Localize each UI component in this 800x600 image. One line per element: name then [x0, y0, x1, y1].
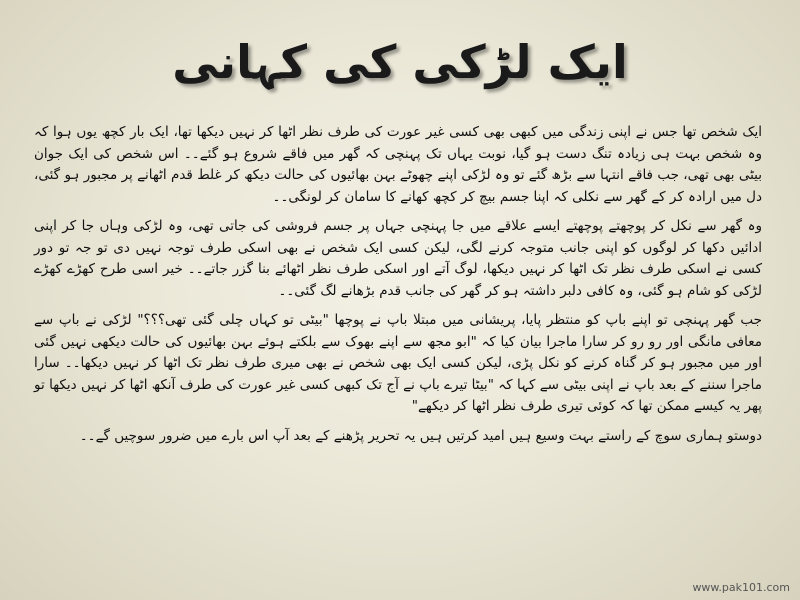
paragraph-2: وہ گھر سے نکل کر پوچھتے پوچھتے ایسے علاقے میں جا پہنچی جہاں پر جسم فروشی کی جاتی تھی، وہ لڑکی وہاں جا کر اپنی ادائیں دکھا کر لوگوں کو اپنی جانب متوجہ کرنے لگی، لیکن کسی ایک شخص نے بھی اسکی طرف توجہ نہیں دی تو جہ تو دور کسی نے اسکی طرف نظر تک اٹھا کر نہیں دیکھا، لوگ آتے اور اسکی طرف نظر اٹھائے بنا گزر جاتے۔۔ خیر اسی طرح کھڑے کھڑے لڑکی کو شام ہو گئی، وہ کافی دلبر داشتہ ہو کر گھر کی جانب قدم بڑھانے لگ گئی۔۔: [34, 218, 762, 299]
paragraph-1: ایک شخص تھا جس نے اپنی زندگی میں کبھی بھی کسی غیر عورت کی طرف نظر اٹھا کر نہیں دیکھا تھا، ایک بار کچھ یوں ہوا کہ وہ شخص بہت ہی زیادہ تنگ دست ہو گیا، نوبت یہاں تک پہنچی کہ گھر میں فاقے شروع ہو گئے۔۔ اس شخص کی ایک جوان بیٹی بھی تھی، جب فاقے انتہا سے بڑھ گئے تو وہ لڑکی اپنے چھوٹے بہن بھائیوں کی حالت دیکھ کر غلط قدم اٹھانے پر مجبور ہو گئی، دل میں ارادہ کر کے گھر سے نکلی کہ اپنا جسم بیچ کر کچھ کھانے کا سامان کر لونگی۔۔: [34, 124, 762, 205]
paragraph-3: جب گھر پہنچی تو اپنے باپ کو منتظر پایا، پریشانی میں مبتلا باپ نے پوچھا "بیٹی تو کہاں چلی گئی تھی؟؟؟" لڑکی نے باپ سے معافی مانگی اور رو رو کر سارا ماجرا بیان کیا کہ "ابو مجھ سے اپنے بھوک سے بلکتے ہوئے بہن بھائیوں کی حالت دیکھی نہیں گئی اور میں مجبور ہو کر گناہ کرنے کو نکل پڑی، لیکن کسی ایک بھی شخص نے بھی میری طرف نظر تک اٹھا کر نہیں دیکھا۔۔ سارا ماجرا سننے کے بعد باپ نے اپنی بیٹی سے کہا کہ "بیٹا تیرے باپ نے آج تک کبھی کسی غیر عورت کی طرف آنکھ اٹھا کر نہیں دیکھا تو پھر یہ کیسے ممکن تھا کہ کوئی تیری طرف نظر اٹھا کر دیکھے": [34, 312, 762, 414]
paragraph-4: دوستو ہماری سوچ کے راستے بہت وسیع ہیں امید کرتیں ہیں یہ تحریر پڑھنے کے بعد آپ اس بارے میں ضرور سوچیں گے۔۔: [79, 427, 762, 444]
site-watermark: www.pak101.com: [692, 581, 790, 594]
document-title: ایک لڑکی کی کہانی: [172, 35, 628, 89]
document-body: [34, 122, 762, 455]
